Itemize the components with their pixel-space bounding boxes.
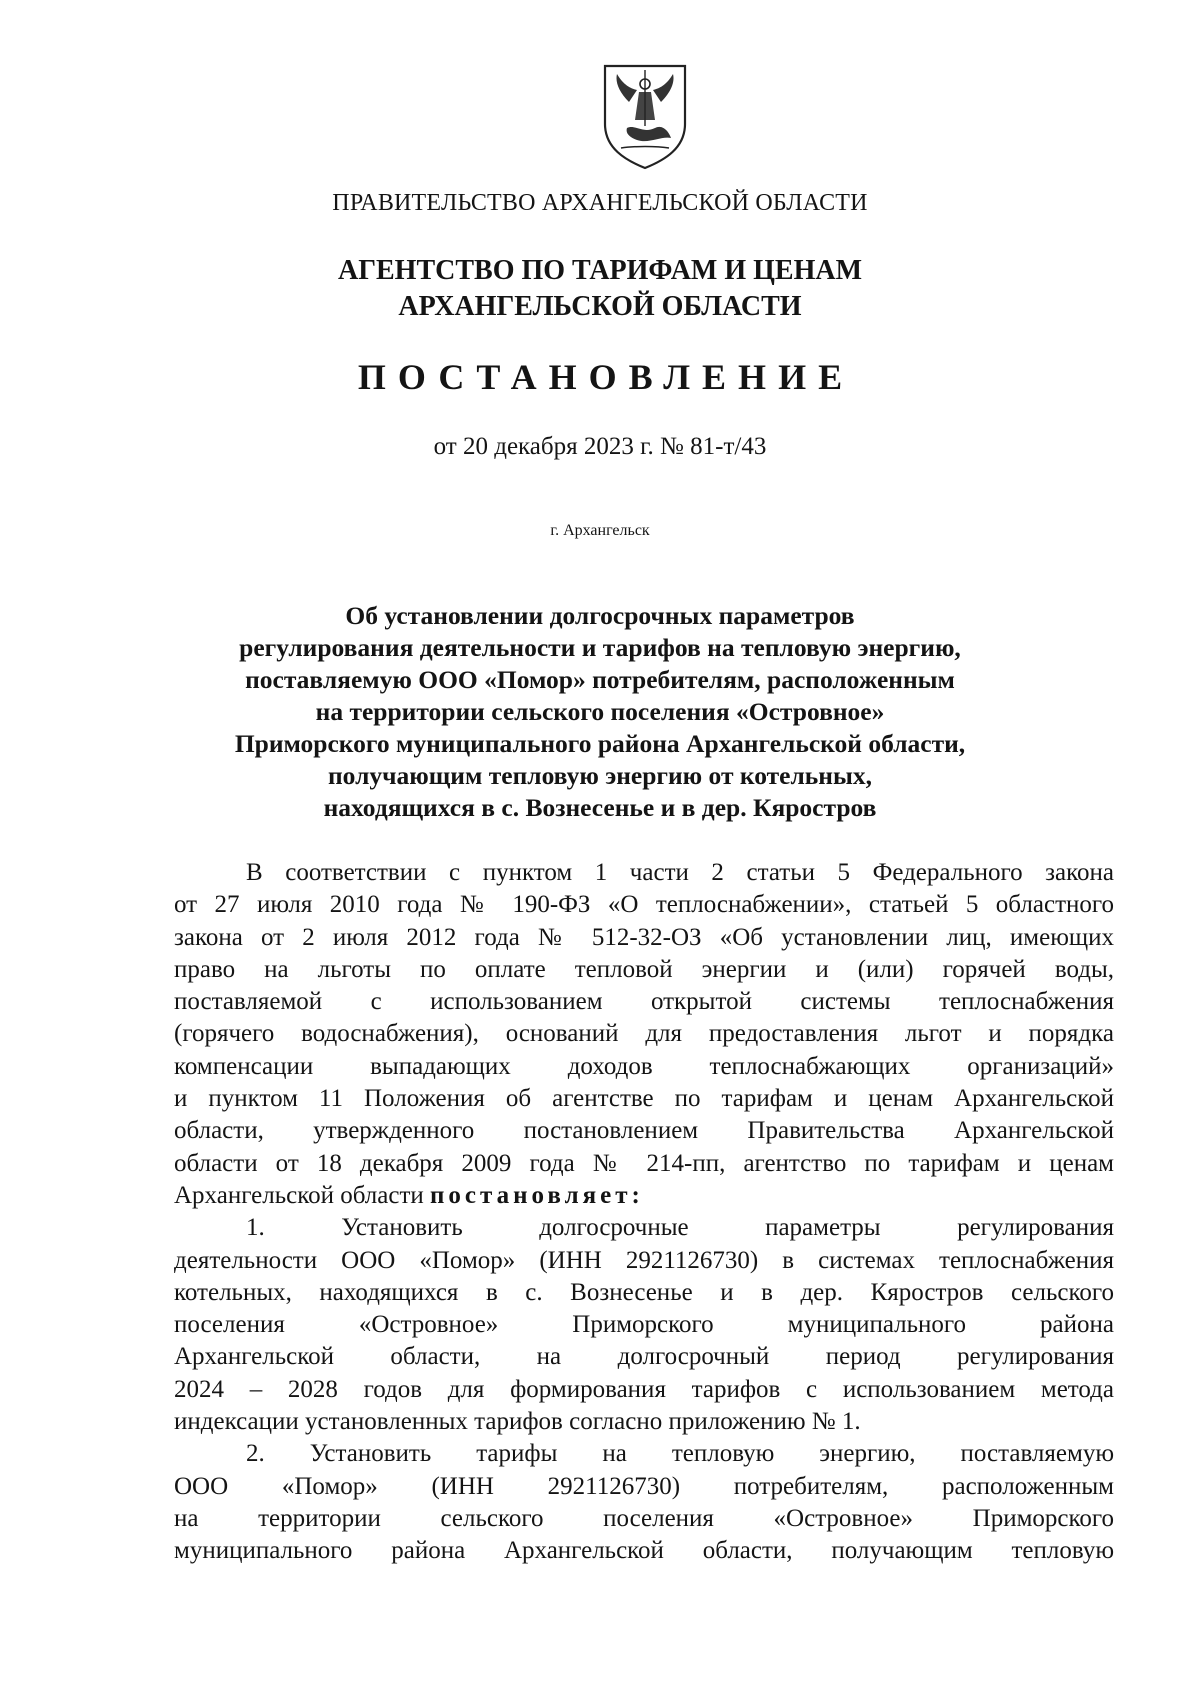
agency-line: АРХАНГЕЛЬСКОЙ ОБЛАСТИ	[398, 291, 802, 322]
preamble-line: области от 18 декабря 2009 года № 214-пп, агентство по тарифам и ценам	[174, 1149, 1114, 1177]
item2-line: на территории сельского поселения «Островное» Приморского	[174, 1504, 1114, 1532]
title-line: на территории сельского поселения «Островное»	[315, 697, 885, 726]
coat-of-arms-icon	[599, 62, 691, 172]
preamble-last-prefix: Архангельской области	[174, 1181, 431, 1209]
agency-name	[0, 253, 1200, 325]
title-line: Приморского муниципального района Архангельской области,	[234, 729, 966, 758]
government-name: ПРАВИТЕЛЬСТВО АРХАНГЕЛЬСКОЙ ОБЛАСТИ	[332, 190, 868, 216]
item2-line: муниципального района Архангельской области, получающим тепловую	[174, 1537, 1114, 1565]
item1-line: 1. Установить долгосрочные параметры регулирования	[246, 1214, 1114, 1242]
decides-word: постановляет	[430, 1181, 632, 1209]
preamble-line: закона от 2 июля 2012 года № 512-32-ОЗ «Об установлении лиц, имеющих	[174, 923, 1114, 951]
document-body	[174, 857, 1114, 1568]
item1-line: котельных, находящихся в с. Вознесенье и в дер. Кяростров сельского	[174, 1278, 1114, 1306]
item1-line: деятельности ООО «Помор» (ИНН 2921126730) в системах теплоснабжения	[174, 1246, 1114, 1274]
title-line: получающим тепловую энергию от котельных,	[327, 761, 872, 790]
preamble-line: компенсации выпадающих доходов теплоснабжающих организаций»	[174, 1052, 1114, 1080]
item2-line: ООО «Помор» (ИНН 2921126730) потребителям, расположенным	[174, 1472, 1114, 1500]
title-line: регулирования деятельности и тарифов на тепловую энергию,	[239, 633, 961, 662]
preamble-line: и пунктом 11 Положения об агентстве по тарифам и ценам Архангельской	[174, 1085, 1114, 1113]
preamble-line: поставляемой с использованием открытой системы теплоснабжения	[174, 988, 1114, 1016]
preamble-line: В соответствии с пунктом 1 части 2 статьи 5 Федерального закона	[246, 859, 1114, 886]
item2-line: 2. Установить тарифы на тепловую энергию, поставляемую	[246, 1440, 1114, 1468]
item1-line: поселения «Островное» Приморского муниципального района	[174, 1311, 1114, 1339]
title-line: Об установлении долгосрочных параметров	[345, 601, 855, 630]
preamble-line: право на льготы по оплате тепловой энергии и (или) горячей воды,	[174, 955, 1114, 983]
item1-line: Архангельской области, на долгосрочный период регулирования	[174, 1343, 1114, 1371]
title-line: находящихся в с. Вознесенье и в дер. Кяростров	[323, 793, 877, 822]
preamble-line: области, утвержденного постановлением Правительства Архангельской	[174, 1117, 1114, 1145]
decides-colon: :	[631, 1181, 644, 1209]
preamble-line: (горячего водоснабжения), оснований для предоставления льгот и порядка	[174, 1020, 1114, 1048]
agency-line: АГЕНТСТВО ПО ТАРИФАМ И ЦЕНАМ	[337, 255, 863, 286]
preamble-final-line	[174, 1180, 1114, 1212]
item1-line: индексации установленных тарифов согласно приложению № 1.	[174, 1408, 861, 1436]
city: г. Архангельск	[550, 522, 650, 539]
title-line: поставляемую ООО «Помор» потребителям, расположенным	[245, 665, 955, 694]
document-title	[0, 600, 1200, 824]
document-type: ПОСТАНОВЛЕНИЕ	[357, 357, 855, 397]
item1-line: 2024 – 2028 годов для формирования тарифов с использованием метода	[174, 1375, 1114, 1403]
date-number: от 20 декабря 2023 г. № 81-т/43	[433, 433, 767, 460]
preamble-line: от 27 июля 2010 года № 190-ФЗ «О теплоснабжении», статьей 5 областного	[174, 891, 1114, 919]
